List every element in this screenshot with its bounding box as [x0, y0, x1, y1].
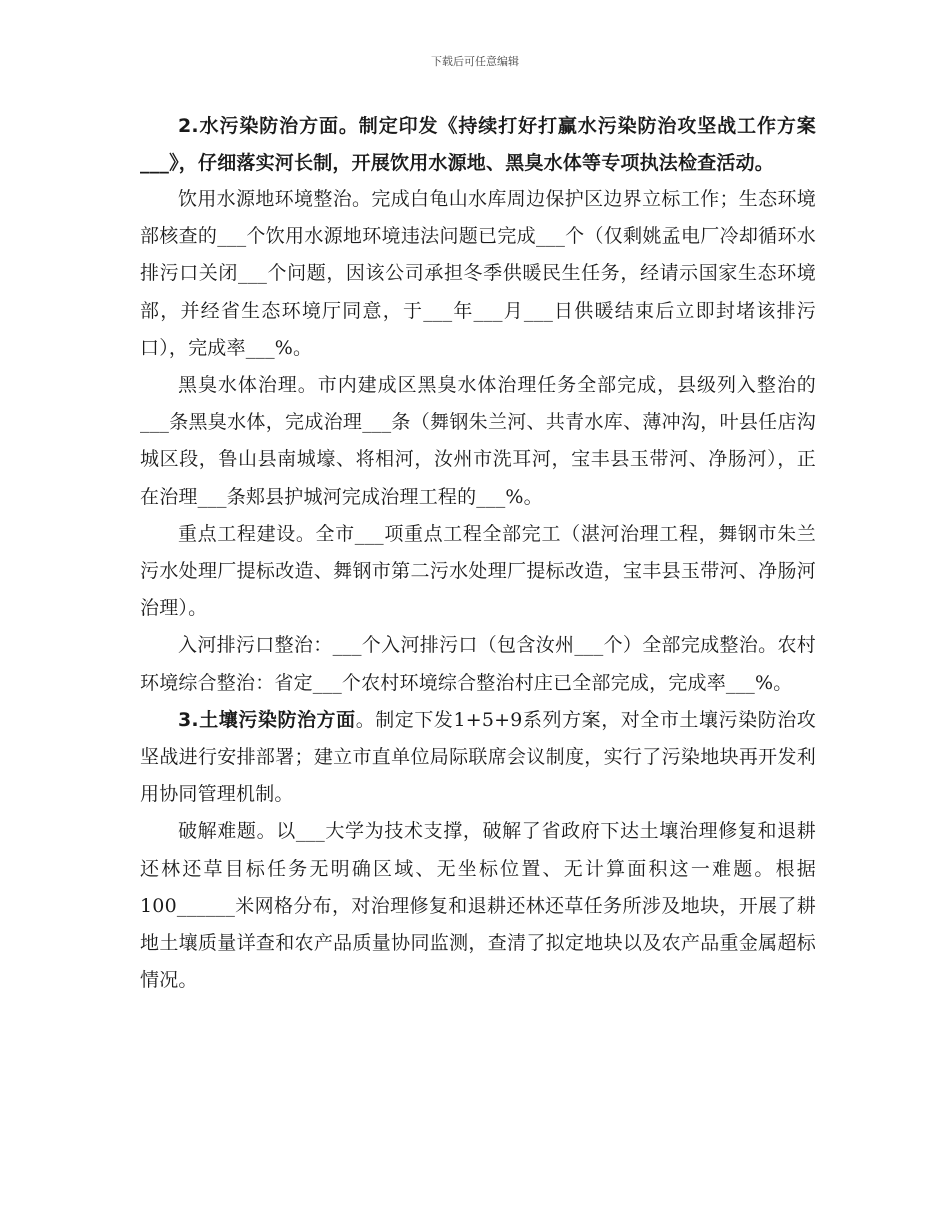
paragraph-sewage-outlets: 入河排污口整治：___个入河排污口（包含汝州___个）全部完成整治。农村环境综合整治：省定___个农村环境综合整治村庄已全部完成，完成率___%。	[140, 634, 816, 694]
soil-pollution-paragraph	[140, 702, 816, 814]
page-header: 下载后可任意编辑	[431, 55, 519, 68]
paragraph-black-odorous-water: 黑臭水体治理。市内建成区黑臭水体治理任务全部完成，县级列入整治的___条黑臭水体，完成治理___条（舞钢朱兰河、共青水库、薄冲沟，叶县任店沟城区段，鲁山县南城壕、将相河，汝州市洗耳河，宝丰县玉带河、净肠河），正在治理___条郏县护城河完成治理工程的___%。	[140, 374, 816, 508]
paragraph-key-projects: 重点工程建设。全市___项重点工程全部完工（湛河治理工程，舞钢市朱兰污水处理厂提标改造、舞钢市第二污水处理厂提标改造，宝丰县玉带河、净肠河治理）。	[140, 522, 816, 620]
paragraph-solve-problems: 破解难题。以___大学为技术支撑，破解了省政府下达土壤治理修复和退耕还林还草目标任务无明确区域、无坐标位置、无计算面积这一难题。根据100______米网格分布，对治理修复和退耕还林还草任务所涉及地块，开展了耕地土壤质量详查和农产品质量协同监测，查清了拟定地块以及农产品重金属超标情况。	[140, 820, 816, 992]
paragraph-drinking-water: 饮用水源地环境整治。完成白龟山水库周边保护区边界立标工作；生态环境部核查的___个饮用水源地环境违法问题已完成___个（仅剩姚孟电厂冷却循环水排污口关闭___个问题，因该公司承担冬季供暖民生任务，经请示国家生态环境部，并经省生态环境厅同意，于___年___月___日供暖结束后立即封堵该排污口），完成率___%。	[140, 188, 816, 359]
water-pollution-heading: 2.水污染防治方面。制定印发《持续打好打赢水污染防治攻坚战工作方案___》，仔细落实河长制，开展饮用水源地、黑臭水体等专项执法检查活动。	[140, 115, 816, 174]
soil-pollution-text: 。制定下发1+5+9系列方案，对全市土壤污染防治攻坚战进行安排部署；建立市直单位局际联席会议制度，实行了污染地块再开发利用协同管理机制。	[140, 708, 816, 806]
document-body	[140, 108, 816, 999]
soil-pollution-heading: 3.土壤污染防治方面	[178, 708, 356, 731]
